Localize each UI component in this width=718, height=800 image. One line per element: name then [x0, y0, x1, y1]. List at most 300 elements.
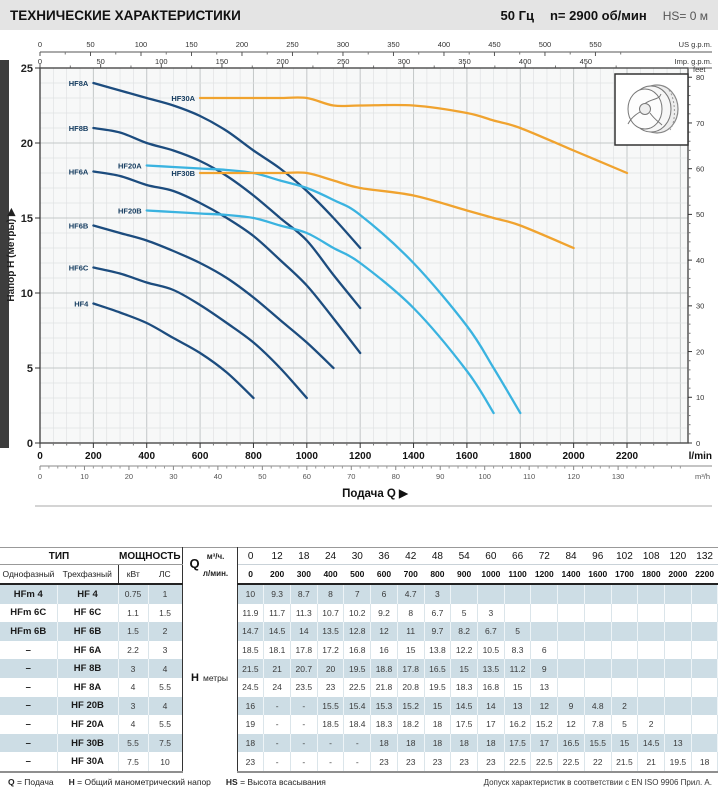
head-value-cell: 8.2 — [451, 622, 478, 641]
spec-speed: n= 2900 об/мин — [549, 7, 647, 23]
head-value-cell: 14.7 — [237, 622, 264, 641]
type-group-header: ТИП — [0, 548, 118, 565]
head-value-cell — [638, 604, 665, 623]
head-value-cell: - — [290, 715, 317, 734]
head-value-cell — [665, 622, 692, 641]
svg-text:1200: 1200 — [349, 451, 372, 462]
q-m3h-value: 72 — [531, 548, 558, 565]
three-phase-model: HF 6A — [57, 641, 118, 660]
power-hp: 7.5 — [148, 734, 182, 753]
svg-text:200: 200 — [276, 57, 289, 66]
head-value-cell — [691, 715, 718, 734]
svg-text:l/min: l/min — [688, 451, 712, 462]
head-value-cell: - — [264, 734, 291, 753]
head-value-cell: 9.3 — [264, 584, 291, 604]
head-value-cell: 10 — [237, 584, 264, 604]
head-value-cell — [638, 659, 665, 678]
head-value-cell: 21.5 — [611, 752, 638, 772]
svg-text:130: 130 — [611, 472, 625, 481]
head-value-cell: 11.9 — [237, 604, 264, 623]
head-value-cell: 10.7 — [317, 604, 344, 623]
head-value-cell: 8 — [317, 584, 344, 604]
table-row — [0, 697, 718, 716]
head-value-cell: 4.8 — [584, 697, 611, 716]
head-value-cell — [611, 659, 638, 678]
head-value-cell: 14 — [478, 697, 505, 716]
q-lmin-value: 1400 — [558, 565, 585, 585]
hp-header: ЛС — [148, 565, 182, 585]
head-value-cell — [531, 604, 558, 623]
svg-text:350: 350 — [458, 57, 471, 66]
svg-text:400: 400 — [518, 57, 532, 66]
svg-text:300: 300 — [336, 40, 350, 49]
table-row — [0, 622, 718, 641]
head-value-cell: - — [290, 734, 317, 753]
three-phase-model: HF 4 — [57, 584, 118, 604]
q-m3h-value: 12 — [264, 548, 291, 565]
head-value-cell: 24.5 — [237, 678, 264, 697]
head-value-cell: 18 — [397, 734, 424, 753]
svg-text:200: 200 — [85, 451, 102, 462]
head-value-cell: 13 — [504, 697, 531, 716]
head-value-cell — [531, 584, 558, 604]
footer-legend — [8, 777, 326, 787]
head-value-cell: 15.4 — [344, 697, 371, 716]
svg-text:120: 120 — [567, 472, 580, 481]
svg-text:30: 30 — [696, 301, 705, 311]
head-value-cell: 8 — [397, 604, 424, 623]
three-phase-header: Трехфазный — [57, 565, 118, 585]
head-value-cell: 23 — [424, 752, 451, 772]
head-value-cell: 18 — [478, 734, 505, 753]
kw-header: кВт — [118, 565, 148, 585]
head-value-cell — [584, 622, 611, 641]
single-phase-header: Однофазный — [0, 565, 57, 585]
axis-top-imp — [38, 57, 712, 68]
axis-top-us — [38, 40, 712, 56]
svg-text:50: 50 — [696, 210, 705, 220]
table-header-row-2 — [0, 565, 718, 585]
svg-text:300: 300 — [397, 57, 411, 66]
svg-text:550: 550 — [589, 40, 602, 49]
head-value-cell: 18 — [424, 715, 451, 734]
head-value-cell: - — [344, 752, 371, 772]
q-m3h-value: 120 — [665, 548, 692, 565]
head-value-cell: 22.5 — [504, 752, 531, 772]
head-value-cell: 15 — [397, 641, 424, 660]
q-lmin-value: 1800 — [638, 565, 665, 585]
svg-text:50: 50 — [258, 472, 267, 481]
head-value-cell: 3 — [478, 604, 505, 623]
svg-text:250: 250 — [336, 57, 350, 66]
head-value-cell — [558, 678, 585, 697]
head-value-cell — [584, 604, 611, 623]
power-hp: 3 — [148, 641, 182, 660]
head-value-cell: 17.2 — [317, 641, 344, 660]
power-kw: 5.5 — [118, 734, 148, 753]
q-m3h-value: 84 — [558, 548, 585, 565]
three-phase-model: HF 30A — [57, 752, 118, 772]
q-lmin-value: 200 — [264, 565, 291, 585]
q-lmin-value: 2200 — [691, 565, 718, 585]
q-m3h-value: 42 — [397, 548, 424, 565]
power-kw: 7.5 — [118, 752, 148, 772]
head-value-cell: 15.5 — [317, 697, 344, 716]
svg-text:80: 80 — [696, 73, 705, 83]
head-value-cell: 2 — [638, 715, 665, 734]
power-hp: 5.5 — [148, 678, 182, 697]
h-metres-label — [182, 584, 237, 772]
axis-bottom-lmin — [37, 443, 712, 462]
head-value-cell: 20.8 — [397, 678, 424, 697]
head-value-cell: - — [290, 752, 317, 772]
svg-text:150: 150 — [185, 40, 198, 49]
svg-text:70: 70 — [347, 472, 356, 481]
svg-text:15: 15 — [20, 213, 33, 225]
head-value-cell: 15 — [424, 697, 451, 716]
head-value-cell: - — [264, 715, 291, 734]
svg-text:10: 10 — [20, 288, 33, 300]
svg-text:110: 110 — [523, 472, 536, 481]
q-unit-m3h: м³/ч. — [206, 552, 225, 561]
svg-text:US g.p.m.: US g.p.m. — [678, 40, 712, 49]
head-value-cell: 18.4 — [344, 715, 371, 734]
single-phase-model: – — [0, 659, 57, 678]
head-value-cell: 16.5 — [424, 659, 451, 678]
head-value-cell: 22 — [584, 752, 611, 772]
head-value-cell: 12 — [558, 715, 585, 734]
three-phase-model: HF 20A — [57, 715, 118, 734]
head-value-cell: - — [317, 752, 344, 772]
power-kw: 0.75 — [118, 584, 148, 604]
power-kw: 2.2 — [118, 641, 148, 660]
q-m3h-value: 132 — [691, 548, 718, 565]
head-value-cell: 23 — [371, 752, 398, 772]
svg-text:400: 400 — [437, 40, 451, 49]
head-value-cell — [584, 584, 611, 604]
head-value-cell: 15.5 — [584, 734, 611, 753]
axis-left-h — [6, 63, 40, 450]
svg-text:0: 0 — [26, 438, 33, 450]
power-hp: 1.5 — [148, 604, 182, 623]
head-value-cell — [665, 604, 692, 623]
svg-text:0: 0 — [37, 40, 43, 49]
q-m3h-value: 18 — [290, 548, 317, 565]
svg-text:60: 60 — [302, 472, 311, 481]
q-m3h-value: 54 — [451, 548, 478, 565]
head-value-cell: 19.5 — [424, 678, 451, 697]
single-phase-model: – — [0, 715, 57, 734]
q-unit-lmin: л/мин. — [202, 569, 229, 578]
head-value-cell — [611, 584, 638, 604]
x-axis-title: Подача Q ▶ — [342, 488, 408, 500]
head-value-cell: 11.3 — [290, 604, 317, 623]
head-value-cell: - — [344, 734, 371, 753]
head-value-cell — [584, 678, 611, 697]
svg-text:0: 0 — [696, 438, 701, 448]
head-value-cell: 11 — [397, 622, 424, 641]
head-value-cell: 15 — [504, 678, 531, 697]
head-value-cell: 18 — [237, 734, 264, 753]
svg-text:100: 100 — [134, 40, 148, 49]
curve-label-HF6C: HF6C — [68, 263, 89, 273]
svg-text:5: 5 — [26, 363, 33, 375]
head-value-cell: 12.8 — [344, 622, 371, 641]
svg-text:450: 450 — [488, 40, 501, 49]
head-value-cell: 21.5 — [237, 659, 264, 678]
head-value-cell: 13.8 — [424, 641, 451, 660]
head-value-cell: 19 — [237, 715, 264, 734]
svg-text:250: 250 — [286, 40, 299, 49]
single-phase-model: – — [0, 678, 57, 697]
curve-label-HF20B: HF20B — [117, 206, 142, 216]
table-row — [0, 641, 718, 660]
three-phase-model: HF 6B — [57, 622, 118, 641]
svg-text:40: 40 — [213, 472, 223, 481]
head-value-cell: 6 — [531, 641, 558, 660]
single-phase-model: – — [0, 641, 57, 660]
head-value-cell: 23 — [478, 752, 505, 772]
legend-item: Q = Подача — [8, 777, 54, 787]
svg-text:20: 20 — [20, 138, 33, 150]
head-value-cell — [611, 641, 638, 660]
head-value-cell: 9.2 — [371, 604, 398, 623]
head-value-cell: 18.5 — [317, 715, 344, 734]
power-kw: 3 — [118, 659, 148, 678]
head-value-cell — [504, 604, 531, 623]
head-value-cell: 15 — [611, 734, 638, 753]
spec-frequency: 50 Гц — [500, 7, 534, 23]
head-value-cell: 4.7 — [397, 584, 424, 604]
axis-bottom-m3h — [38, 466, 712, 481]
q-m3h-value: 24 — [317, 548, 344, 565]
head-value-cell: - — [290, 697, 317, 716]
q-symbol: Q — [189, 556, 200, 571]
head-value-cell — [691, 734, 718, 753]
head-value-cell: 23 — [317, 678, 344, 697]
svg-text:350: 350 — [387, 40, 400, 49]
svg-text:50: 50 — [96, 57, 105, 66]
three-phase-model: HF 6C — [57, 604, 118, 623]
head-value-cell: 16.2 — [504, 715, 531, 734]
single-phase-model: HFm 6B — [0, 622, 57, 641]
head-value-cell: 6.7 — [478, 622, 505, 641]
head-value-cell: 9.7 — [424, 622, 451, 641]
power-hp: 10 — [148, 752, 182, 772]
q-header — [182, 548, 237, 585]
table-row — [0, 715, 718, 734]
q-lmin-value: 700 — [397, 565, 424, 585]
q-lmin-value: 1600 — [584, 565, 611, 585]
power-hp: 2 — [148, 622, 182, 641]
head-value-cell: 21.8 — [371, 678, 398, 697]
svg-text:1000: 1000 — [295, 451, 318, 462]
svg-text:20: 20 — [124, 472, 134, 481]
power-kw: 3 — [118, 697, 148, 716]
head-value-cell: 23 — [451, 752, 478, 772]
head-value-cell: 17.5 — [451, 715, 478, 734]
head-value-cell — [584, 641, 611, 660]
head-value-cell: 14.5 — [451, 697, 478, 716]
q-m3h-value: 36 — [371, 548, 398, 565]
h-unit: метры — [202, 672, 229, 683]
page-title: ТЕХНИЧЕСКИЕ ХАРАКТЕРИСТИКИ — [10, 7, 241, 23]
svg-text:100: 100 — [478, 472, 491, 481]
head-value-cell: 7.8 — [584, 715, 611, 734]
svg-text:1800: 1800 — [509, 451, 532, 462]
q-m3h-value: 0 — [237, 548, 264, 565]
axis-right-feet — [688, 65, 706, 448]
head-value-cell: 23 — [237, 752, 264, 772]
head-value-cell: 23 — [397, 752, 424, 772]
svg-text:feet: feet — [693, 65, 706, 74]
head-value-cell: 10.5 — [478, 641, 505, 660]
svg-text:0: 0 — [37, 472, 43, 481]
svg-text:100: 100 — [155, 57, 168, 66]
power-hp: 4 — [148, 697, 182, 716]
head-value-cell: 11.7 — [264, 604, 291, 623]
curve-label-HF8A: HF8A — [68, 78, 89, 88]
head-value-cell: 19.5 — [665, 752, 692, 772]
table-row — [0, 678, 718, 697]
head-value-cell: 3 — [424, 584, 451, 604]
head-value-cell — [638, 622, 665, 641]
svg-text:60: 60 — [696, 164, 705, 174]
head-value-cell — [611, 678, 638, 697]
head-value-cell — [691, 641, 718, 660]
head-value-cell: - — [317, 734, 344, 753]
head-value-cell — [504, 584, 531, 604]
head-value-cell: 7 — [344, 584, 371, 604]
three-phase-model: HF 8A — [57, 678, 118, 697]
power-kw: 1.5 — [118, 622, 148, 641]
svg-text:600: 600 — [191, 451, 209, 462]
svg-text:40: 40 — [696, 255, 705, 265]
tolerance-note: Допуск характеристик в соответствии с EN ISO 9906 Прил. А. — [483, 778, 712, 787]
svg-text:200: 200 — [235, 40, 249, 49]
head-value-cell: 20 — [317, 659, 344, 678]
head-value-cell: 16 — [237, 697, 264, 716]
three-phase-model: HF 8B — [57, 659, 118, 678]
head-value-cell: 16 — [371, 641, 398, 660]
svg-text:Imp. g.p.m.: Imp. g.p.m. — [674, 57, 712, 66]
head-value-cell — [691, 622, 718, 641]
head-value-cell: 16.8 — [478, 678, 505, 697]
head-value-cell: 24 — [264, 678, 291, 697]
head-value-cell: 17.5 — [504, 734, 531, 753]
head-value-cell — [638, 641, 665, 660]
svg-text:1400: 1400 — [402, 451, 425, 462]
head-value-cell: 6.7 — [424, 604, 451, 623]
head-value-cell: 18 — [371, 734, 398, 753]
power-hp: 4 — [148, 659, 182, 678]
h-symbol: H — [191, 671, 199, 684]
head-value-cell — [665, 659, 692, 678]
head-value-cell: 11.2 — [504, 659, 531, 678]
legend-item: H = Общий манометрический напор — [68, 777, 211, 787]
head-value-cell: 17.8 — [290, 641, 317, 660]
head-value-cell: 2 — [611, 697, 638, 716]
head-value-cell: 14.5 — [638, 734, 665, 753]
head-value-cell — [691, 604, 718, 623]
table-row — [0, 659, 718, 678]
head-value-cell: 14.5 — [264, 622, 291, 641]
svg-text:1600: 1600 — [455, 451, 479, 462]
head-value-cell: 13.5 — [478, 659, 505, 678]
power-kw: 4 — [118, 678, 148, 697]
head-value-cell: 9 — [558, 697, 585, 716]
head-value-cell — [478, 584, 505, 604]
q-lmin-value: 1200 — [531, 565, 558, 585]
q-m3h-value: 96 — [584, 548, 611, 565]
impeller-inset — [615, 74, 688, 145]
curve-label-HF30A: HF30A — [171, 93, 196, 103]
svg-text:10: 10 — [80, 472, 89, 481]
svg-text:Напор H (метры) ▶: Напор H (метры) ▶ — [6, 208, 17, 302]
head-value-cell: 5 — [451, 604, 478, 623]
head-value-cell: 5 — [611, 715, 638, 734]
q-m3h-value: 60 — [478, 548, 505, 565]
head-value-cell: 5 — [504, 622, 531, 641]
head-value-cell: 16.5 — [558, 734, 585, 753]
svg-text:90: 90 — [436, 472, 445, 481]
head-value-cell — [665, 678, 692, 697]
svg-text:0: 0 — [37, 451, 43, 462]
head-value-cell: 18 — [451, 734, 478, 753]
head-value-cell — [558, 641, 585, 660]
q-lmin-value: 500 — [344, 565, 371, 585]
head-value-cell — [611, 622, 638, 641]
head-value-cell: 13 — [531, 678, 558, 697]
spec-table — [0, 547, 718, 773]
head-value-cell: 21 — [638, 752, 665, 772]
svg-text:70: 70 — [696, 118, 705, 128]
power-kw: 4 — [118, 715, 148, 734]
head-value-cell — [558, 604, 585, 623]
three-phase-model: HF 20B — [57, 697, 118, 716]
head-value-cell: 21 — [264, 659, 291, 678]
curve-label-HF8B: HF8B — [68, 123, 89, 133]
q-lmin-value: 800 — [424, 565, 451, 585]
head-value-cell: 18 — [691, 752, 718, 772]
head-value-cell: 14 — [290, 622, 317, 641]
power-hp: 1 — [148, 584, 182, 604]
head-value-cell — [691, 678, 718, 697]
table-row — [0, 584, 718, 604]
head-value-cell: 10.2 — [344, 604, 371, 623]
head-value-cell: 17 — [478, 715, 505, 734]
head-value-cell — [665, 715, 692, 734]
q-lmin-value: 1100 — [504, 565, 531, 585]
head-value-cell: 18.3 — [451, 678, 478, 697]
head-value-cell — [638, 678, 665, 697]
head-value-cell — [665, 697, 692, 716]
power-kw: 1.1 — [118, 604, 148, 623]
head-value-cell: 19.5 — [344, 659, 371, 678]
svg-text:m³/h: m³/h — [695, 472, 710, 481]
single-phase-model: HFm 4 — [0, 584, 57, 604]
curve-label-HF6B: HF6B — [68, 221, 89, 231]
chart-grid — [40, 68, 688, 443]
head-value-cell: 15 — [451, 659, 478, 678]
q-m3h-value: 108 — [638, 548, 665, 565]
head-value-cell: 8.3 — [504, 641, 531, 660]
head-value-cell: 23.5 — [290, 678, 317, 697]
head-value-cell: 15.3 — [371, 697, 398, 716]
head-value-cell — [691, 659, 718, 678]
head-value-cell: 22.5 — [531, 752, 558, 772]
spec-suction-height: HS= 0 м — [662, 8, 708, 23]
